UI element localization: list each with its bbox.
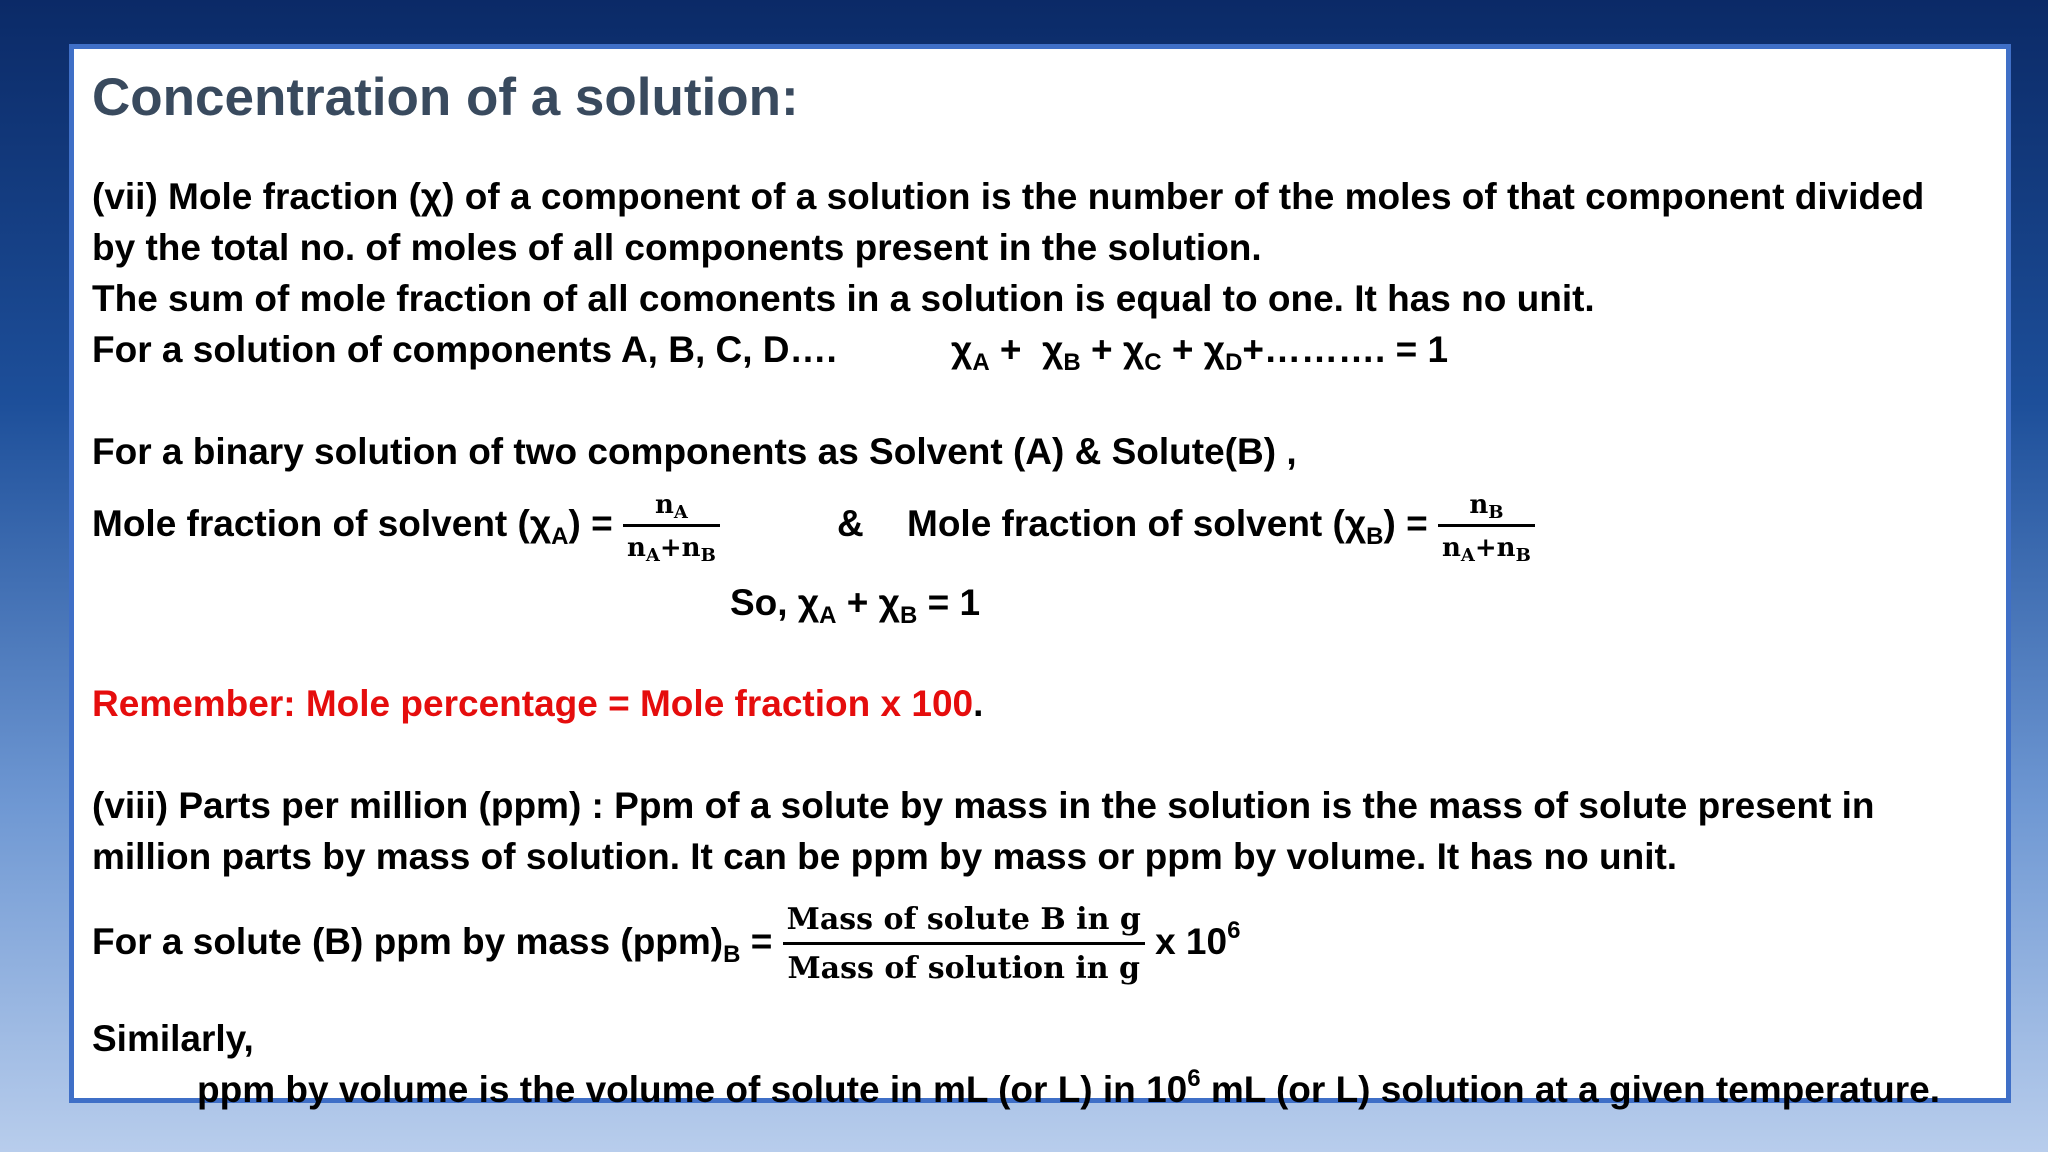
mole-fraction-sum-equation: So, $\chi_A + \chi_B = 1$ bbox=[730, 582, 981, 629]
similarly-label: Similarly, bbox=[92, 1018, 254, 1059]
mole-fraction-definition-line-1: (vii) Mole fraction (χ) of a component of a solution is the number of the moles of that component divided bbox=[92, 176, 1925, 217]
remember-note: Remember: Mole percentage = Mole fraction x 100. bbox=[92, 683, 984, 724]
ppm-definition-line-1: (viii) Parts per million (ppm) : Ppm of a solute by mass in the solution is the mass of solute present in bbox=[92, 785, 1875, 826]
ampersand: & bbox=[837, 503, 864, 544]
components-sum-formula: $\chi_A + \chi_B + \chi_C$ + $\chi_D+\dots\dots\dots$. = 1 bbox=[951, 329, 1449, 376]
solute-mole-fraction-formula: Mole fraction of solvent $(\chi_B)$ = $\frac{n_B}{n_A+n_B}$ bbox=[907, 479, 1535, 569]
components-label: For a solution of components A, B, C, D…. bbox=[92, 329, 837, 370]
ppm-definition-line-2: million parts by mass of solution. It can be ppm by mass or ppm by volume. It has no unit. bbox=[92, 836, 1678, 877]
binary-solution-intro: For a binary solution of two components as Solvent (A) & Solute(B) , bbox=[92, 431, 1297, 472]
ppm-volume-definition: ppm by volume is the volume of solute in mL (or L) in $10^6$ mL (or L) solution at a given temperature. bbox=[197, 1065, 1941, 1110]
ppm-mass-fraction: $\frac{\text{Mass of solute B in g}}{\text{Mass of solution in g}}$ bbox=[783, 900, 1145, 989]
mole-fraction-definition-line-2: by the total no. of moles of all components present in the solution. bbox=[92, 227, 1262, 268]
solvent-fraction: $\frac{n_A}{n_A+n_B}$ bbox=[623, 488, 720, 565]
slide-panel bbox=[69, 44, 2011, 1110]
mole-fraction-sum-statement: The sum of mole fraction of all comonents in a solution is equal to one. It has no unit. bbox=[92, 278, 1595, 319]
ppm-mass-formula: For a solute (B) ppm by mass $(ppm)_B$ = $\frac{\text{Mass of solute B in g}}{\text{Mass of solution in g}}$ x $10^6$ bbox=[92, 892, 1240, 992]
slide-title: Concentration of a solution: bbox=[92, 68, 799, 127]
solute-fraction: $\frac{n_B}{n_A+n_B}$ bbox=[1438, 488, 1535, 565]
solvent-mole-fraction-formula: Mole fraction of solvent $(\chi_A)$ = $\frac{n_A}{n_A+n_B}$ bbox=[92, 479, 720, 569]
